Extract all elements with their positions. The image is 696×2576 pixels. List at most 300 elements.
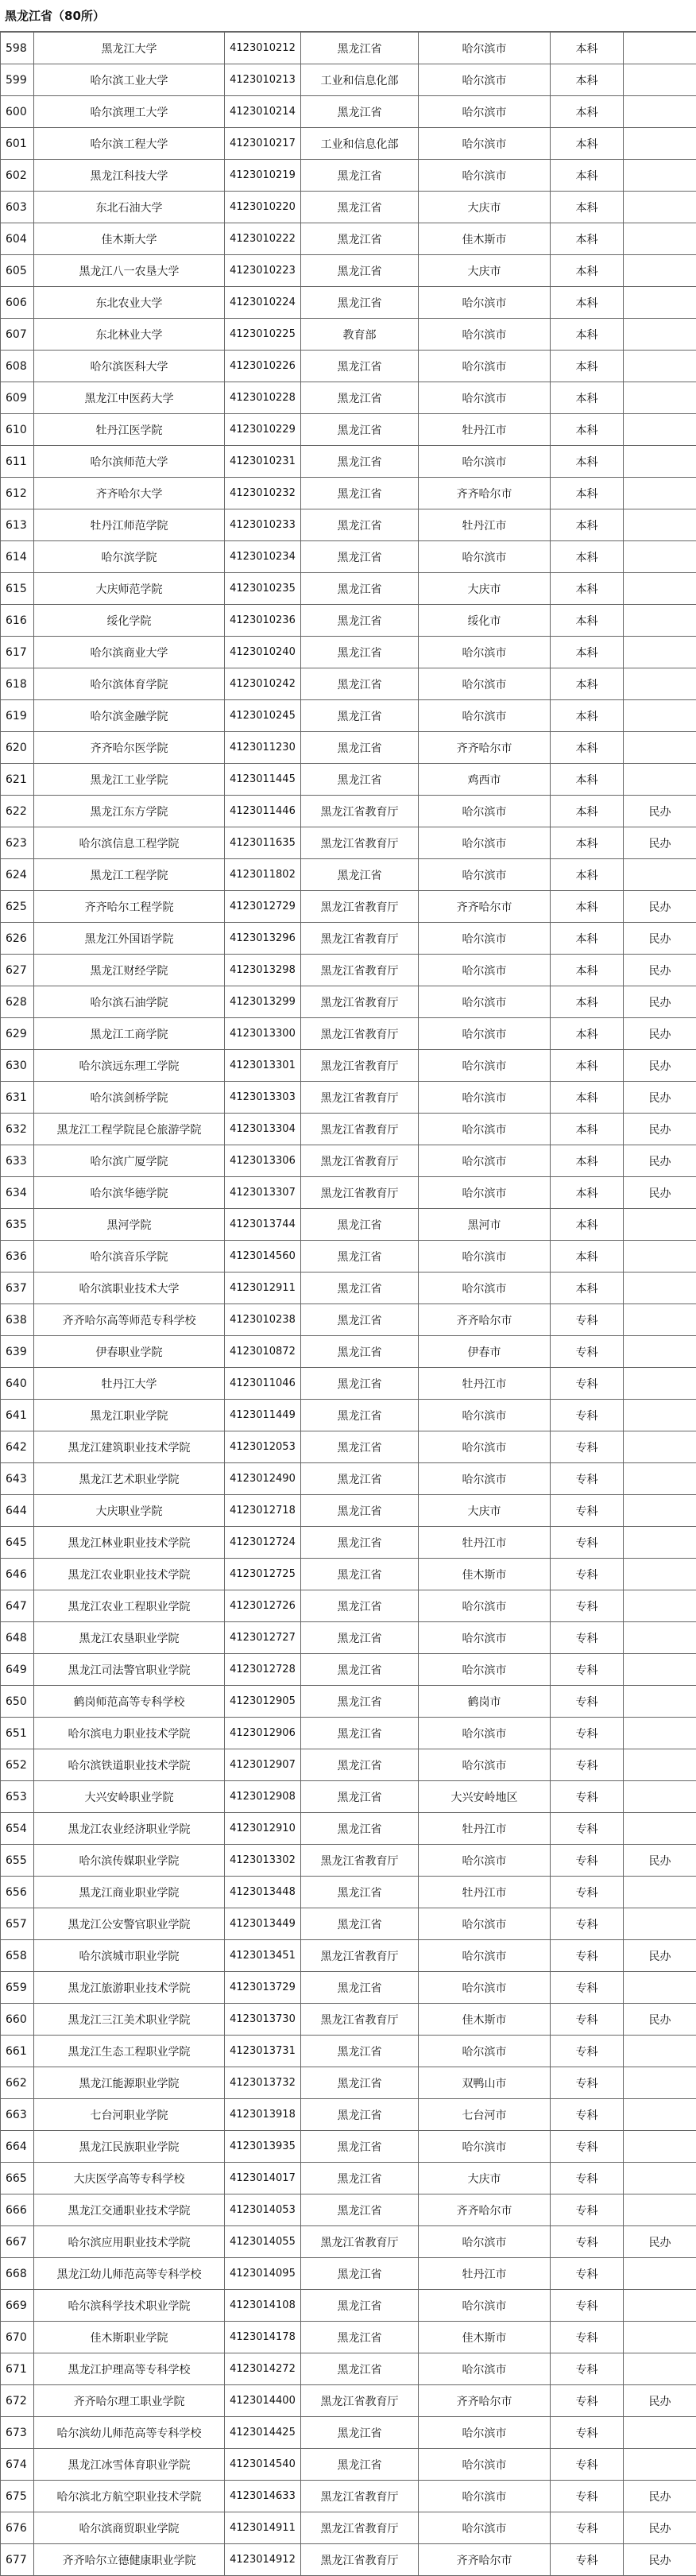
- remark-cell: [624, 1590, 696, 1622]
- table-row: [1, 2004, 696, 2036]
- school-name-cell: 东北石油大学: [34, 192, 225, 223]
- table-row: [1, 668, 696, 700]
- authority-cell: 黑龙江省: [301, 1304, 419, 1336]
- school-code-cell: 4123010242: [225, 668, 301, 700]
- row-number-cell: 643: [1, 1463, 34, 1495]
- level-cell: 专科: [551, 1686, 624, 1718]
- school-code-cell: 4123013300: [225, 1018, 301, 1050]
- row-number-cell: 603: [1, 192, 34, 223]
- remark-cell: 民办: [624, 2385, 696, 2417]
- authority-cell: 黑龙江省: [301, 1368, 419, 1400]
- level-cell: 专科: [551, 2385, 624, 2417]
- level-cell: 专科: [551, 2226, 624, 2258]
- remark-cell: 民办: [624, 1114, 696, 1145]
- school-code-cell: 4123013303: [225, 1082, 301, 1114]
- level-cell: 专科: [551, 2099, 624, 2131]
- remark-cell: [624, 2322, 696, 2353]
- school-name-cell: 齐齐哈尔医学院: [34, 732, 225, 764]
- school-name-cell: 黑龙江工程学院: [34, 859, 225, 891]
- authority-cell: 黑龙江省: [301, 382, 419, 414]
- table-row: [1, 955, 696, 986]
- level-cell: 专科: [551, 1781, 624, 1813]
- school-name-cell: 黑龙江外国语学院: [34, 923, 225, 955]
- location-cell: 哈尔滨市: [419, 2131, 551, 2163]
- row-number-cell: 605: [1, 255, 34, 287]
- table-row: [1, 2226, 696, 2258]
- row-number-cell: 663: [1, 2099, 34, 2131]
- level-cell: 本科: [551, 859, 624, 891]
- table-row: [1, 2512, 696, 2544]
- school-name-cell: 黑龙江公安警官职业学院: [34, 1908, 225, 1940]
- table-row: [1, 1336, 696, 1368]
- school-code-cell: 4123010245: [225, 700, 301, 732]
- school-code-cell: 4123012905: [225, 1686, 301, 1718]
- school-code-cell: 4123010219: [225, 160, 301, 192]
- location-cell: 牡丹江市: [419, 1527, 551, 1559]
- school-name-cell: 哈尔滨医科大学: [34, 351, 225, 382]
- school-code-cell: 4123011446: [225, 796, 301, 827]
- table-row: [1, 732, 696, 764]
- row-number-cell: 604: [1, 223, 34, 255]
- location-cell: 齐齐哈尔市: [419, 1304, 551, 1336]
- location-cell: 齐齐哈尔市: [419, 891, 551, 923]
- table-row: [1, 796, 696, 827]
- remark-cell: 民办: [624, 1940, 696, 1972]
- remark-cell: 民办: [624, 1050, 696, 1082]
- school-name-cell: 东北林业大学: [34, 319, 225, 351]
- table-row: [1, 1273, 696, 1304]
- row-number-cell: 676: [1, 2512, 34, 2544]
- school-name-cell: 齐齐哈尔工程学院: [34, 891, 225, 923]
- school-name-cell: 黑龙江三江美术职业学院: [34, 2004, 225, 2036]
- school-code-cell: 4123010229: [225, 414, 301, 446]
- row-number-cell: 650: [1, 1686, 34, 1718]
- location-cell: 绥化市: [419, 605, 551, 637]
- remark-cell: 民办: [624, 2544, 696, 2576]
- school-name-cell: 黑龙江工程学院昆仑旅游学院: [34, 1114, 225, 1145]
- row-number-cell: 615: [1, 573, 34, 605]
- row-number-cell: 646: [1, 1559, 34, 1590]
- school-code-cell: 4123012490: [225, 1463, 301, 1495]
- level-cell: 专科: [551, 2449, 624, 2481]
- university-table: [0, 32, 696, 2576]
- table-row: [1, 1781, 696, 1813]
- table-row: [1, 1654, 696, 1686]
- school-name-cell: 东北农业大学: [34, 287, 225, 319]
- remark-cell: 民办: [624, 1145, 696, 1177]
- school-name-cell: 黑龙江科技大学: [34, 160, 225, 192]
- row-number-cell: 631: [1, 1082, 34, 1114]
- authority-cell: 黑龙江省: [301, 764, 419, 796]
- table-row: [1, 1304, 696, 1336]
- school-code-cell: 4123011445: [225, 764, 301, 796]
- location-cell: 哈尔滨市: [419, 1082, 551, 1114]
- table-row: [1, 2067, 696, 2099]
- remark-cell: [624, 446, 696, 478]
- school-code-cell: 4123013744: [225, 1209, 301, 1241]
- school-name-cell: 哈尔滨科学技术职业学院: [34, 2290, 225, 2322]
- authority-cell: 黑龙江省: [301, 255, 419, 287]
- authority-cell: 黑龙江省教育厅: [301, 891, 419, 923]
- table-row: [1, 859, 696, 891]
- level-cell: 专科: [551, 1400, 624, 1431]
- row-number-cell: 600: [1, 96, 34, 128]
- table-row: [1, 1622, 696, 1654]
- table-row: [1, 1527, 696, 1559]
- table-row: [1, 1590, 696, 1622]
- authority-cell: 黑龙江省: [301, 1209, 419, 1241]
- school-name-cell: 黑龙江农业职业技术学院: [34, 1559, 225, 1590]
- table-row: [1, 573, 696, 605]
- authority-cell: 黑龙江省: [301, 1622, 419, 1654]
- location-cell: 齐齐哈尔市: [419, 478, 551, 509]
- school-code-cell: 4123010240: [225, 637, 301, 668]
- table-row: [1, 1877, 696, 1908]
- school-code-cell: 4123010238: [225, 1304, 301, 1336]
- row-number-cell: 656: [1, 1877, 34, 1908]
- level-cell: 专科: [551, 2481, 624, 2512]
- table-row: [1, 1114, 696, 1145]
- row-number-cell: 674: [1, 2449, 34, 2481]
- section-title: 黑龙江省（80所）: [0, 0, 696, 32]
- school-name-cell: 牡丹江师范学院: [34, 509, 225, 541]
- table-row: [1, 414, 696, 446]
- level-cell: 专科: [551, 1527, 624, 1559]
- remark-cell: 民办: [624, 2512, 696, 2544]
- level-cell: 本科: [551, 1018, 624, 1050]
- table-row: [1, 2163, 696, 2194]
- school-name-cell: 哈尔滨商贸职业学院: [34, 2512, 225, 2544]
- authority-cell: 黑龙江省: [301, 859, 419, 891]
- school-code-cell: 4123010232: [225, 478, 301, 509]
- school-name-cell: 哈尔滨金融学院: [34, 700, 225, 732]
- school-code-cell: 4123011635: [225, 827, 301, 859]
- table-row: [1, 2194, 696, 2226]
- authority-cell: 黑龙江省: [301, 2353, 419, 2385]
- row-number-cell: 607: [1, 319, 34, 351]
- school-name-cell: 黑龙江大学: [34, 33, 225, 64]
- table-row: [1, 764, 696, 796]
- remark-cell: [624, 192, 696, 223]
- school-code-cell: 4123014272: [225, 2353, 301, 2385]
- table-row: [1, 64, 696, 96]
- school-name-cell: 哈尔滨工程大学: [34, 128, 225, 160]
- authority-cell: 黑龙江省: [301, 605, 419, 637]
- school-code-cell: 4123013729: [225, 1972, 301, 2004]
- table-row: [1, 1908, 696, 1940]
- location-cell: 哈尔滨市: [419, 1050, 551, 1082]
- level-cell: 专科: [551, 1590, 624, 1622]
- table-row: [1, 700, 696, 732]
- school-code-cell: 4123014053: [225, 2194, 301, 2226]
- level-cell: 专科: [551, 1718, 624, 1749]
- remark-cell: [624, 1908, 696, 1940]
- authority-cell: 黑龙江省: [301, 414, 419, 446]
- level-cell: 专科: [551, 1495, 624, 1527]
- school-code-cell: 4123010228: [225, 382, 301, 414]
- remark-cell: 民办: [624, 1177, 696, 1209]
- location-cell: 哈尔滨市: [419, 1940, 551, 1972]
- table-row: [1, 1686, 696, 1718]
- remark-cell: [624, 700, 696, 732]
- level-cell: 本科: [551, 223, 624, 255]
- level-cell: 专科: [551, 1908, 624, 1940]
- school-name-cell: 大庆师范学院: [34, 573, 225, 605]
- school-code-cell: 4123010224: [225, 287, 301, 319]
- remark-cell: [624, 573, 696, 605]
- remark-cell: [624, 2258, 696, 2290]
- authority-cell: 教育部: [301, 319, 419, 351]
- school-code-cell: 4123014560: [225, 1241, 301, 1273]
- table-row: [1, 605, 696, 637]
- location-cell: 大庆市: [419, 2163, 551, 2194]
- row-number-cell: 639: [1, 1336, 34, 1368]
- school-name-cell: 哈尔滨体育学院: [34, 668, 225, 700]
- row-number-cell: 647: [1, 1590, 34, 1622]
- remark-cell: 民办: [624, 955, 696, 986]
- row-number-cell: 655: [1, 1845, 34, 1877]
- location-cell: 哈尔滨市: [419, 1177, 551, 1209]
- remark-cell: [624, 96, 696, 128]
- table-row: [1, 1463, 696, 1495]
- school-name-cell: 黑龙江农垦职业学院: [34, 1622, 225, 1654]
- school-code-cell: 4123014017: [225, 2163, 301, 2194]
- school-name-cell: 大庆职业学院: [34, 1495, 225, 1527]
- location-cell: 哈尔滨市: [419, 1114, 551, 1145]
- row-number-cell: 630: [1, 1050, 34, 1082]
- table-row: [1, 986, 696, 1018]
- authority-cell: 黑龙江省: [301, 223, 419, 255]
- remark-cell: 民办: [624, 796, 696, 827]
- remark-cell: 民办: [624, 986, 696, 1018]
- school-name-cell: 哈尔滨师范大学: [34, 446, 225, 478]
- level-cell: 本科: [551, 478, 624, 509]
- location-cell: 哈尔滨市: [419, 128, 551, 160]
- authority-cell: 黑龙江省: [301, 33, 419, 64]
- school-code-cell: 4123010214: [225, 96, 301, 128]
- level-cell: 专科: [551, 2512, 624, 2544]
- location-cell: 哈尔滨市: [419, 1845, 551, 1877]
- remark-cell: [624, 2194, 696, 2226]
- remark-cell: [624, 1209, 696, 1241]
- level-cell: 专科: [551, 1559, 624, 1590]
- row-number-cell: 672: [1, 2385, 34, 2417]
- school-code-cell: 4123012727: [225, 1622, 301, 1654]
- school-name-cell: 哈尔滨信息工程学院: [34, 827, 225, 859]
- authority-cell: 黑龙江省教育厅: [301, 1050, 419, 1082]
- row-number-cell: 677: [1, 2544, 34, 2576]
- table-row: [1, 2417, 696, 2449]
- location-cell: 牡丹江市: [419, 1877, 551, 1908]
- level-cell: 本科: [551, 64, 624, 96]
- row-number-cell: 618: [1, 668, 34, 700]
- remark-cell: [624, 1622, 696, 1654]
- level-cell: 本科: [551, 1273, 624, 1304]
- remark-cell: 民办: [624, 1082, 696, 1114]
- school-code-cell: 4123014095: [225, 2258, 301, 2290]
- location-cell: 牡丹江市: [419, 2258, 551, 2290]
- school-name-cell: 齐齐哈尔立德健康职业学院: [34, 2544, 225, 2576]
- school-name-cell: 哈尔滨职业技术大学: [34, 1273, 225, 1304]
- level-cell: 本科: [551, 509, 624, 541]
- school-code-cell: 4123014912: [225, 2544, 301, 2576]
- level-cell: 本科: [551, 1241, 624, 1273]
- row-number-cell: 661: [1, 2036, 34, 2067]
- location-cell: 哈尔滨市: [419, 1590, 551, 1622]
- level-cell: 专科: [551, 2544, 624, 2576]
- authority-cell: 黑龙江省教育厅: [301, 2226, 419, 2258]
- school-name-cell: 黑龙江生态工程职业学院: [34, 2036, 225, 2067]
- school-name-cell: 佳木斯职业学院: [34, 2322, 225, 2353]
- school-code-cell: 4123012906: [225, 1718, 301, 1749]
- table-row: [1, 1495, 696, 1527]
- authority-cell: 黑龙江省: [301, 446, 419, 478]
- table-row: [1, 2131, 696, 2163]
- school-name-cell: 黑龙江农业经济职业学院: [34, 1813, 225, 1845]
- level-cell: 专科: [551, 2417, 624, 2449]
- location-cell: 哈尔滨市: [419, 700, 551, 732]
- remark-cell: [624, 2163, 696, 2194]
- authority-cell: 黑龙江省: [301, 2290, 419, 2322]
- school-name-cell: 绥化学院: [34, 605, 225, 637]
- remark-cell: [624, 160, 696, 192]
- remark-cell: [624, 2417, 696, 2449]
- remark-cell: [624, 668, 696, 700]
- authority-cell: 黑龙江省: [301, 1241, 419, 1273]
- table-row: [1, 2449, 696, 2481]
- authority-cell: 黑龙江省: [301, 192, 419, 223]
- level-cell: 本科: [551, 637, 624, 668]
- school-code-cell: 4123014055: [225, 2226, 301, 2258]
- remark-cell: 民办: [624, 923, 696, 955]
- location-cell: 哈尔滨市: [419, 668, 551, 700]
- remark-cell: [624, 2131, 696, 2163]
- row-number-cell: 625: [1, 891, 34, 923]
- authority-cell: 黑龙江省: [301, 541, 419, 573]
- table-row: [1, 96, 696, 128]
- location-cell: 哈尔滨市: [419, 1145, 551, 1177]
- school-code-cell: 4123013730: [225, 2004, 301, 2036]
- school-name-cell: 黑龙江司法警官职业学院: [34, 1654, 225, 1686]
- level-cell: 本科: [551, 382, 624, 414]
- location-cell: 哈尔滨市: [419, 923, 551, 955]
- location-cell: 齐齐哈尔市: [419, 2194, 551, 2226]
- location-cell: 哈尔滨市: [419, 1431, 551, 1463]
- authority-cell: 黑龙江省: [301, 351, 419, 382]
- authority-cell: 黑龙江省: [301, 2194, 419, 2226]
- school-name-cell: 哈尔滨商业大学: [34, 637, 225, 668]
- school-name-cell: 哈尔滨理工大学: [34, 96, 225, 128]
- school-code-cell: 4123012910: [225, 1813, 301, 1845]
- row-number-cell: 664: [1, 2131, 34, 2163]
- row-number-cell: 644: [1, 1495, 34, 1527]
- level-cell: 本科: [551, 33, 624, 64]
- school-code-cell: 4123013448: [225, 1877, 301, 1908]
- school-code-cell: 4123013451: [225, 1940, 301, 1972]
- school-code-cell: 4123013306: [225, 1145, 301, 1177]
- school-name-cell: 哈尔滨学院: [34, 541, 225, 573]
- table-row: [1, 160, 696, 192]
- school-name-cell: 哈尔滨石油学院: [34, 986, 225, 1018]
- authority-cell: 黑龙江省教育厅: [301, 2512, 419, 2544]
- location-cell: 牡丹江市: [419, 509, 551, 541]
- school-code-cell: 4123010217: [225, 128, 301, 160]
- level-cell: 本科: [551, 955, 624, 986]
- school-code-cell: 4123014178: [225, 2322, 301, 2353]
- school-code-cell: 4123012907: [225, 1749, 301, 1781]
- authority-cell: 黑龙江省教育厅: [301, 986, 419, 1018]
- row-number-cell: 659: [1, 1972, 34, 2004]
- row-number-cell: 617: [1, 637, 34, 668]
- authority-cell: 黑龙江省: [301, 668, 419, 700]
- table-row: [1, 509, 696, 541]
- authority-cell: 黑龙江省: [301, 96, 419, 128]
- level-cell: 本科: [551, 573, 624, 605]
- location-cell: 佳木斯市: [419, 223, 551, 255]
- school-code-cell: 4123012911: [225, 1273, 301, 1304]
- authority-cell: 黑龙江省: [301, 2099, 419, 2131]
- location-cell: 牡丹江市: [419, 1368, 551, 1400]
- location-cell: 鸡西市: [419, 764, 551, 796]
- school-name-cell: 哈尔滨北方航空职业技术学院: [34, 2481, 225, 2512]
- authority-cell: 黑龙江省教育厅: [301, 1940, 419, 1972]
- remark-cell: [624, 1527, 696, 1559]
- authority-cell: 黑龙江省: [301, 287, 419, 319]
- remark-cell: [624, 1686, 696, 1718]
- school-code-cell: 4123010233: [225, 509, 301, 541]
- table-row: [1, 1082, 696, 1114]
- table-row: [1, 255, 696, 287]
- level-cell: 专科: [551, 2290, 624, 2322]
- location-cell: 哈尔滨市: [419, 1463, 551, 1495]
- row-number-cell: 606: [1, 287, 34, 319]
- authority-cell: 黑龙江省: [301, 700, 419, 732]
- row-number-cell: 675: [1, 2481, 34, 2512]
- table-row: [1, 223, 696, 255]
- table-row: [1, 33, 696, 64]
- table-row: [1, 2353, 696, 2385]
- table-row: [1, 287, 696, 319]
- location-cell: 哈尔滨市: [419, 1972, 551, 2004]
- school-code-cell: 4123010872: [225, 1336, 301, 1368]
- level-cell: 本科: [551, 923, 624, 955]
- school-name-cell: 牡丹江大学: [34, 1368, 225, 1400]
- school-code-cell: 4123013304: [225, 1114, 301, 1145]
- remark-cell: [624, 382, 696, 414]
- level-cell: 专科: [551, 1813, 624, 1845]
- school-name-cell: 黑龙江工业学院: [34, 764, 225, 796]
- row-number-cell: 637: [1, 1273, 34, 1304]
- authority-cell: 黑龙江省: [301, 1972, 419, 2004]
- row-number-cell: 671: [1, 2353, 34, 2385]
- row-number-cell: 619: [1, 700, 34, 732]
- remark-cell: [624, 287, 696, 319]
- remark-cell: [624, 1718, 696, 1749]
- table-row: [1, 2385, 696, 2417]
- level-cell: 本科: [551, 1082, 624, 1114]
- row-number-cell: 599: [1, 64, 34, 96]
- row-number-cell: 624: [1, 859, 34, 891]
- location-cell: 哈尔滨市: [419, 33, 551, 64]
- table-row: [1, 891, 696, 923]
- location-cell: 哈尔滨市: [419, 1273, 551, 1304]
- remark-cell: [624, 1559, 696, 1590]
- location-cell: 佳木斯市: [419, 2004, 551, 2036]
- school-code-cell: 4123014911: [225, 2512, 301, 2544]
- remark-cell: [624, 128, 696, 160]
- location-cell: 哈尔滨市: [419, 986, 551, 1018]
- level-cell: 本科: [551, 986, 624, 1018]
